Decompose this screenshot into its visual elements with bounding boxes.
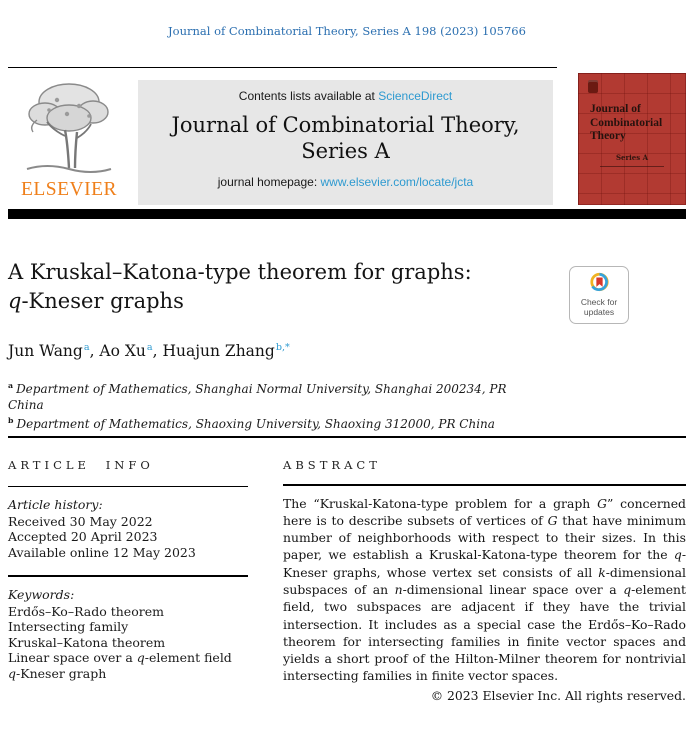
homepage-label: journal homepage: bbox=[217, 175, 321, 189]
article-title bbox=[8, 258, 563, 316]
check-for-updates-badge[interactable] bbox=[569, 266, 629, 324]
journal-title bbox=[138, 112, 553, 164]
article-title-line2: q-Kneser graphs bbox=[8, 289, 184, 313]
header-top-rule bbox=[8, 67, 557, 68]
cover-series-label: Series A bbox=[578, 153, 686, 167]
journal-cover-thumbnail[interactable] bbox=[578, 73, 686, 205]
copyright-line: © 2023 Elsevier Inc. All rights reserved. bbox=[430, 687, 686, 703]
history-item-received: Received 30 May 2022 bbox=[8, 513, 153, 529]
affiliation-a: $^a$ Department of Mathematics, Shanghai Normal University, Shanghai 200234, PR China bbox=[8, 381, 507, 412]
keyword-item: Linear space over a q-element field bbox=[8, 650, 232, 666]
elsevier-tree-icon bbox=[23, 159, 115, 178]
check-for-updates-label: Check for updates bbox=[580, 297, 618, 317]
article-info-column bbox=[8, 458, 248, 682]
check-for-updates-icon bbox=[588, 279, 611, 298]
header-separator-bar bbox=[8, 209, 686, 219]
elsevier-wordmark: ELSEVIER bbox=[20, 179, 118, 200]
history-item-accepted: Accepted 20 April 2023 bbox=[8, 529, 158, 545]
journal-title-line2: Series A bbox=[301, 139, 390, 163]
article-title-line1: A Kruskal–Katona-type theorem for graphs: bbox=[8, 260, 472, 284]
homepage-url-link[interactable]: www.elsevier.com/locate/jcta bbox=[320, 175, 474, 189]
body-separator-rule bbox=[8, 436, 686, 438]
journal-header-banner bbox=[138, 80, 553, 205]
cover-elsevier-emblem-icon bbox=[588, 80, 598, 93]
abstract-column bbox=[283, 458, 686, 703]
abstract-heading: ABSTRACT bbox=[283, 458, 381, 472]
cover-journal-title: Journal of Combinatorial Theory bbox=[590, 103, 663, 142]
affiliation-b: $^b$ Department of Mathematics, Shaoxing University, Shaoxing 312000, PR China bbox=[8, 416, 495, 432]
elsevier-logo[interactable] bbox=[8, 76, 130, 204]
journal-title-line1: Journal of Combinatorial Theory, bbox=[171, 113, 520, 137]
keyword-item: Erdős–Ko–Rado theorem bbox=[8, 603, 164, 619]
keywords-rule bbox=[8, 575, 248, 577]
keyword-item: Intersecting family bbox=[8, 619, 129, 635]
running-head-citation: Journal of Combinatorial Theory, Series A 198 (2023) 105766 bbox=[168, 24, 526, 38]
affiliations bbox=[8, 378, 513, 433]
abstract-text: The “Kruskal-Katona-type problem for a graph G” concerned here is to describe subsets of vertices of G that have minimum number of neighborhoods with respect to their sizes. In this paper, we establish a Kruskal-Katona-type theorem for the q-Kneser graphs, whose vertex set consists of all k-dimensional subspaces of an n-dimensional linear space over a q-element field, two subspaces are adjacent if they have the trivial intersection. It includes as a special case the Erdős–Ko–Rado theorem for intersecting families in finite vector spaces and yields a short proof of the Hilton-Milner theorem for nontrivial intersecting families in finite vector spaces. bbox=[283, 495, 686, 684]
contents-lists-line bbox=[138, 89, 553, 103]
contents-lists-text: Contents lists available at bbox=[238, 89, 379, 103]
sciencedirect-link[interactable]: ScienceDirect bbox=[378, 89, 453, 103]
article-info-heading: ARTICLE INFO bbox=[8, 458, 154, 472]
history-item-available: Available online 12 May 2023 bbox=[8, 544, 196, 560]
article-history-label: Article history: bbox=[8, 497, 103, 513]
journal-homepage-line bbox=[138, 175, 553, 189]
keywords-label: Keywords: bbox=[8, 586, 75, 602]
author-list: Jun Wang$^a$, Ao Xu$^a$, Huajun Zhang$^{b,*}$ bbox=[8, 342, 290, 361]
abstract-rule bbox=[283, 484, 686, 486]
keyword-item: q-Kneser graph bbox=[8, 665, 107, 681]
keyword-item: Kruskal–Katona theorem bbox=[8, 634, 166, 650]
article-info-rule bbox=[8, 486, 248, 488]
